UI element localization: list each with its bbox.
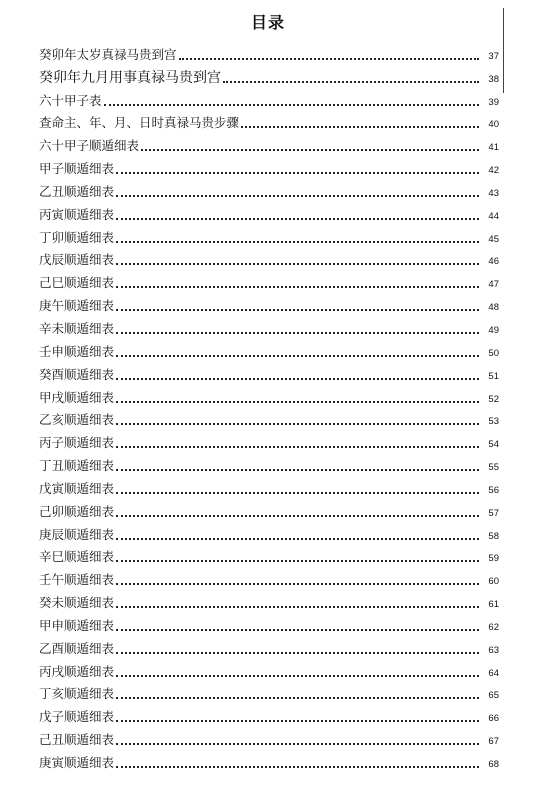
toc-entry-page-number: 56 [488,484,499,496]
toc-entry-page-number: 62 [488,621,499,633]
toc-dot-leader [116,469,479,471]
toc-entry [39,42,499,65]
toc-entry [39,156,499,179]
toc-entry [39,408,499,431]
toc-entry-page-number: 38 [488,73,499,85]
toc-entry-page-number: 66 [488,713,499,725]
toc-dot-leader [116,583,479,585]
toc-entry [39,590,499,613]
page-title: 目录 [250,13,285,32]
toc-entry-page-number: 52 [488,393,499,405]
toc-dot-leader [116,515,479,517]
toc-entry-title: 壬午顺遁细表 [39,572,115,588]
toc-entry-page-number: 37 [488,50,499,62]
toc-entry-title: 甲申顺遁细表 [39,617,115,633]
toc-entry-page-number: 65 [488,690,499,702]
toc-entry [39,179,499,202]
toc-entry-title: 甲戌顺遁细表 [39,389,115,405]
toc-entry [39,202,499,225]
toc-dot-leader [116,218,479,220]
toc-dot-leader [104,104,479,106]
toc-dot-leader [116,697,479,699]
toc-entry-title: 戊寅顺遁细表 [39,480,115,496]
toc-dot-leader [116,766,479,768]
toc-entry-page-number: 55 [488,462,499,474]
toc-dot-leader [116,332,479,334]
toc-entry [39,682,499,705]
toc-entry [39,659,499,682]
toc-entry-page-number: 46 [488,256,499,268]
toc-dot-leader [116,560,479,562]
toc-dot-leader [116,492,479,494]
toc-dot-leader [116,423,479,425]
toc-entry-page-number: 59 [488,553,499,565]
toc-dot-leader [116,263,479,265]
toc-entry [39,270,499,293]
toc-entry-title: 甲子顺遁细表 [39,161,115,177]
toc-dot-leader [241,126,479,128]
toc-entry [39,293,499,316]
toc-entry-title: 六十甲子顺遁细表 [39,138,140,154]
toc-dot-leader [116,241,479,243]
toc-entry-title: 庚辰顺遁细表 [39,526,115,542]
toc-entry [39,362,499,385]
toc-entry-title: 丁亥顺遁细表 [39,686,115,702]
toc-entry [39,111,499,134]
toc-entry [39,727,499,750]
toc-entry-title: 己丑顺遁细表 [39,732,115,748]
toc-entry [39,225,499,248]
toc-entry [39,385,499,408]
toc-entry [39,567,499,590]
toc-dot-leader [116,720,479,722]
toc-entry-page-number: 51 [488,370,499,382]
toc-entry-title: 丙子顺遁细表 [39,435,115,451]
toc-entry-page-number: 53 [488,416,499,428]
table-of-contents [39,42,499,773]
toc-entry-page-number: 40 [488,119,499,131]
toc-entry-page-number: 43 [488,187,499,199]
toc-entry-page-number: 39 [488,96,499,108]
toc-dot-leader [116,743,479,745]
toc-entry-title: 戊子顺遁细表 [39,709,115,725]
toc-entry-title: 丁卯顺遁细表 [39,229,115,245]
toc-entry [39,636,499,659]
toc-entry-page-number: 42 [488,165,499,177]
toc-entry [39,65,499,88]
toc-entry-page-number: 49 [488,324,499,336]
toc-entry [39,750,499,773]
toc-entry-page-number: 60 [488,576,499,588]
toc-entry-title: 乙丑顺遁细表 [39,183,115,199]
toc-entry-page-number: 48 [488,302,499,314]
toc-dot-leader [116,446,479,448]
toc-entry-page-number: 64 [488,667,499,679]
toc-entry-page-number: 44 [488,210,499,222]
toc-entry-title: 六十甲子表 [39,92,102,108]
toc-entry-title: 查命主、年、月、日时真禄马贵步骤 [39,115,240,131]
toc-dot-leader [223,81,479,83]
toc-entry-page-number: 58 [488,530,499,542]
toc-dot-leader [116,378,479,380]
toc-entry-title: 丁丑顺遁细表 [39,458,115,474]
toc-entry-page-number: 63 [488,644,499,656]
toc-entry-title: 乙酉顺遁细表 [39,640,115,656]
toc-entry-title: 丙戌顺遁细表 [39,663,115,679]
toc-entry [39,613,499,636]
toc-entry-title: 辛巳顺遁细表 [39,549,115,565]
toc-entry [39,133,499,156]
toc-entry-title: 乙亥顺遁细表 [39,412,115,428]
toc-entry [39,316,499,339]
toc-entry-page-number: 50 [488,347,499,359]
toc-entry-page-number: 41 [488,142,499,154]
toc-entry [39,545,499,568]
toc-dot-leader [116,172,479,174]
toc-entry-page-number: 54 [488,439,499,451]
toc-entry-title: 庚寅顺遁细表 [39,755,115,770]
toc-entry-title: 癸卯年九月用事真禄马贵到宫 [39,69,221,86]
toc-entry [39,499,499,522]
toc-dot-leader [116,401,479,403]
toc-entry-title: 癸酉顺遁细表 [39,366,115,382]
toc-entry-title: 己卯顺遁细表 [39,503,115,519]
toc-entry-title: 癸未顺遁细表 [39,595,115,611]
toc-entry-page-number: 61 [488,599,499,611]
toc-dot-leader [116,195,479,197]
toc-entry [39,88,499,111]
toc-entry-title: 丙寅顺遁细表 [39,206,115,222]
toc-dot-leader [141,149,479,151]
toc-entry [39,339,499,362]
toc-entry [39,248,499,271]
toc-dot-leader [179,58,479,60]
toc-entry-page-number: 47 [488,279,499,291]
toc-dot-leader [116,286,479,288]
toc-entry-title: 壬申顺遁细表 [39,343,115,359]
toc-entry [39,522,499,545]
toc-entry-page-number: 67 [488,736,499,748]
toc-dot-leader [116,309,479,311]
toc-entry-page-number: 68 [488,759,499,770]
toc-entry-title: 庚午顺遁细表 [39,298,115,314]
toc-entry [39,476,499,499]
toc-entry-title: 己巳顺遁细表 [39,275,115,291]
toc-entry-page-number: 57 [488,507,499,519]
toc-dot-leader [116,629,479,631]
toc-entry-title: 戊辰顺遁细表 [39,252,115,268]
toc-entry-page-number: 45 [488,233,499,245]
toc-entry [39,453,499,476]
toc-dot-leader [116,652,479,654]
toc-dot-leader [116,606,479,608]
toc-entry-title: 辛未顺遁细表 [39,320,115,336]
toc-dot-leader [116,538,479,540]
toc-dot-leader [116,355,479,357]
toc-dot-leader [116,675,479,677]
toc-entry [39,430,499,453]
toc-entry-title: 癸卯年太岁真禄马贵到宫 [39,46,177,62]
toc-entry [39,704,499,727]
